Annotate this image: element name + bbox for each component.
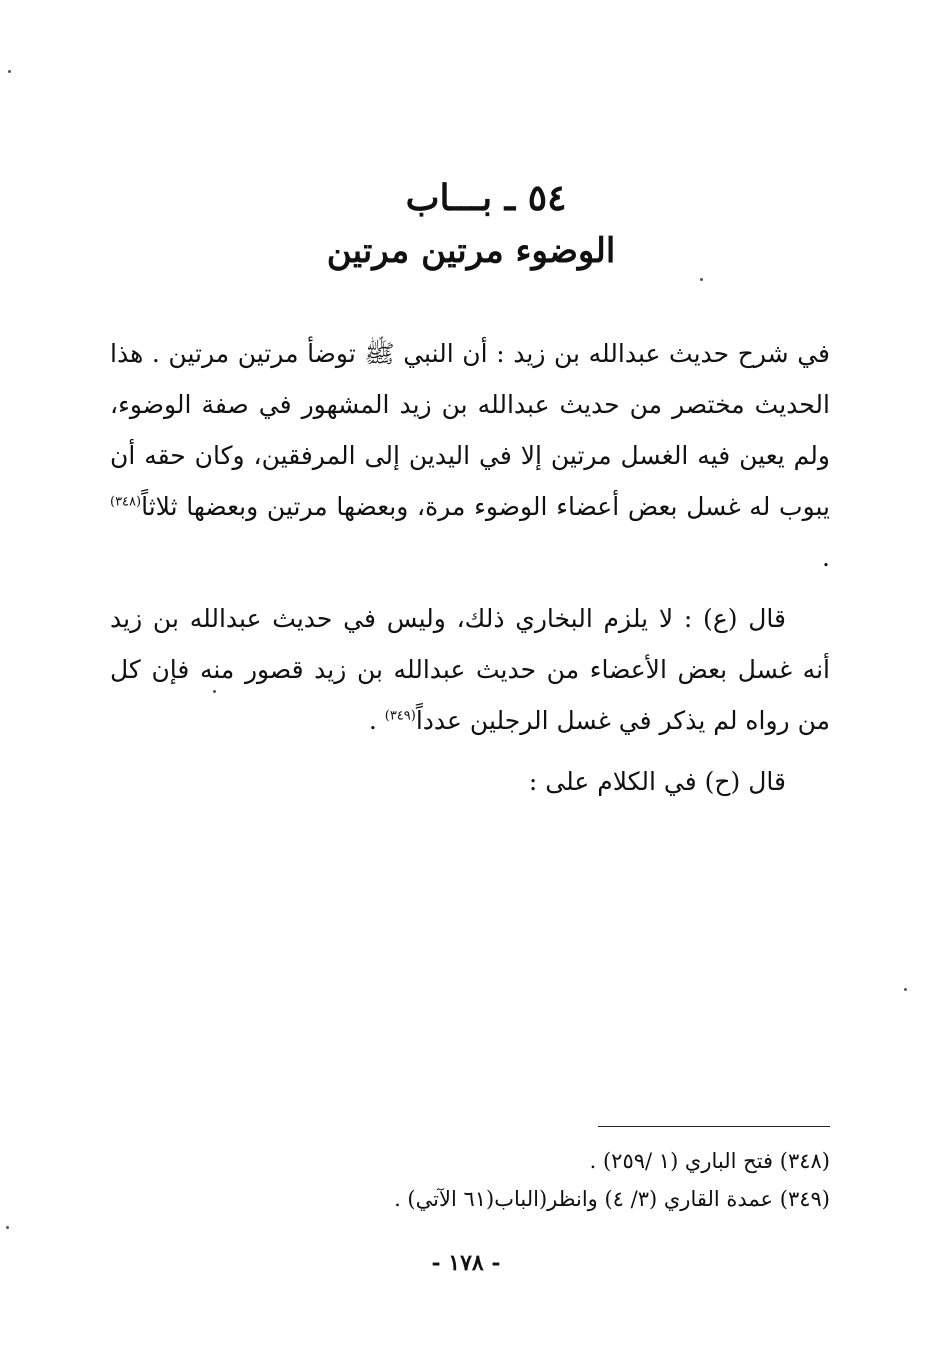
paragraph-3: قال (ح) في الكلام على : <box>528 767 786 796</box>
footnote-divider <box>598 1126 830 1127</box>
footnote-348: (٣٤٨) فتح الباري (١ /٢٥٩) . <box>589 1149 830 1173</box>
chapter-number: ٥٤ ـ بـــاب <box>405 177 567 219</box>
paragraph-1-text: في شرح حديث عبدالله بن زيد : أن النبي ﷺ توضأ مرتين مرتين . هذا الحديث مختصر من حديث عبدالله بن زيد المشهور في صفة الوضوء، ولم يعين فيه الغسل مرتين إلا في اليدين إلى المرفقين، وكان حقه أن يبوب له غسل بعض أعضاء الوضوء مرة، وبعضها مرتين وبعضها ثلاثاً <box>110 339 830 521</box>
footnote-ref-348: (٣٤٨) <box>110 494 142 510</box>
chapter-title: الوضوء مرتين مرتين <box>326 231 616 271</box>
paragraph-2-text: قال (ع) : لا يلزم البخاري ذلك، وليس في حديث عبدالله بن زيد أنه غسل بعض الأعضاء من حديث عبدالله بن زيد قصور منه فإن كل من رواه لم يذكر في غسل الرجلين عدداً <box>110 604 830 735</box>
scan-speck <box>8 70 11 73</box>
footnotes <box>110 1142 830 1218</box>
scan-speck <box>700 278 703 281</box>
paragraph-1-end: . <box>822 543 830 572</box>
page-number: - ١٧٨ - <box>431 1250 501 1276</box>
scan-speck <box>6 1226 9 1229</box>
scan-speck <box>213 690 216 693</box>
paragraph-1 <box>110 328 830 583</box>
body-text <box>110 328 830 807</box>
paragraph-2-end: . <box>368 706 385 735</box>
footnote-ref-349: (٣٤٩) <box>384 708 416 724</box>
paragraph-2 <box>110 593 830 746</box>
footnote-349: (٣٤٩) عمدة القاري (٣/ ٤) وانظر(الباب(٦١ الآتي) . <box>394 1187 830 1211</box>
scan-speck <box>904 988 907 991</box>
